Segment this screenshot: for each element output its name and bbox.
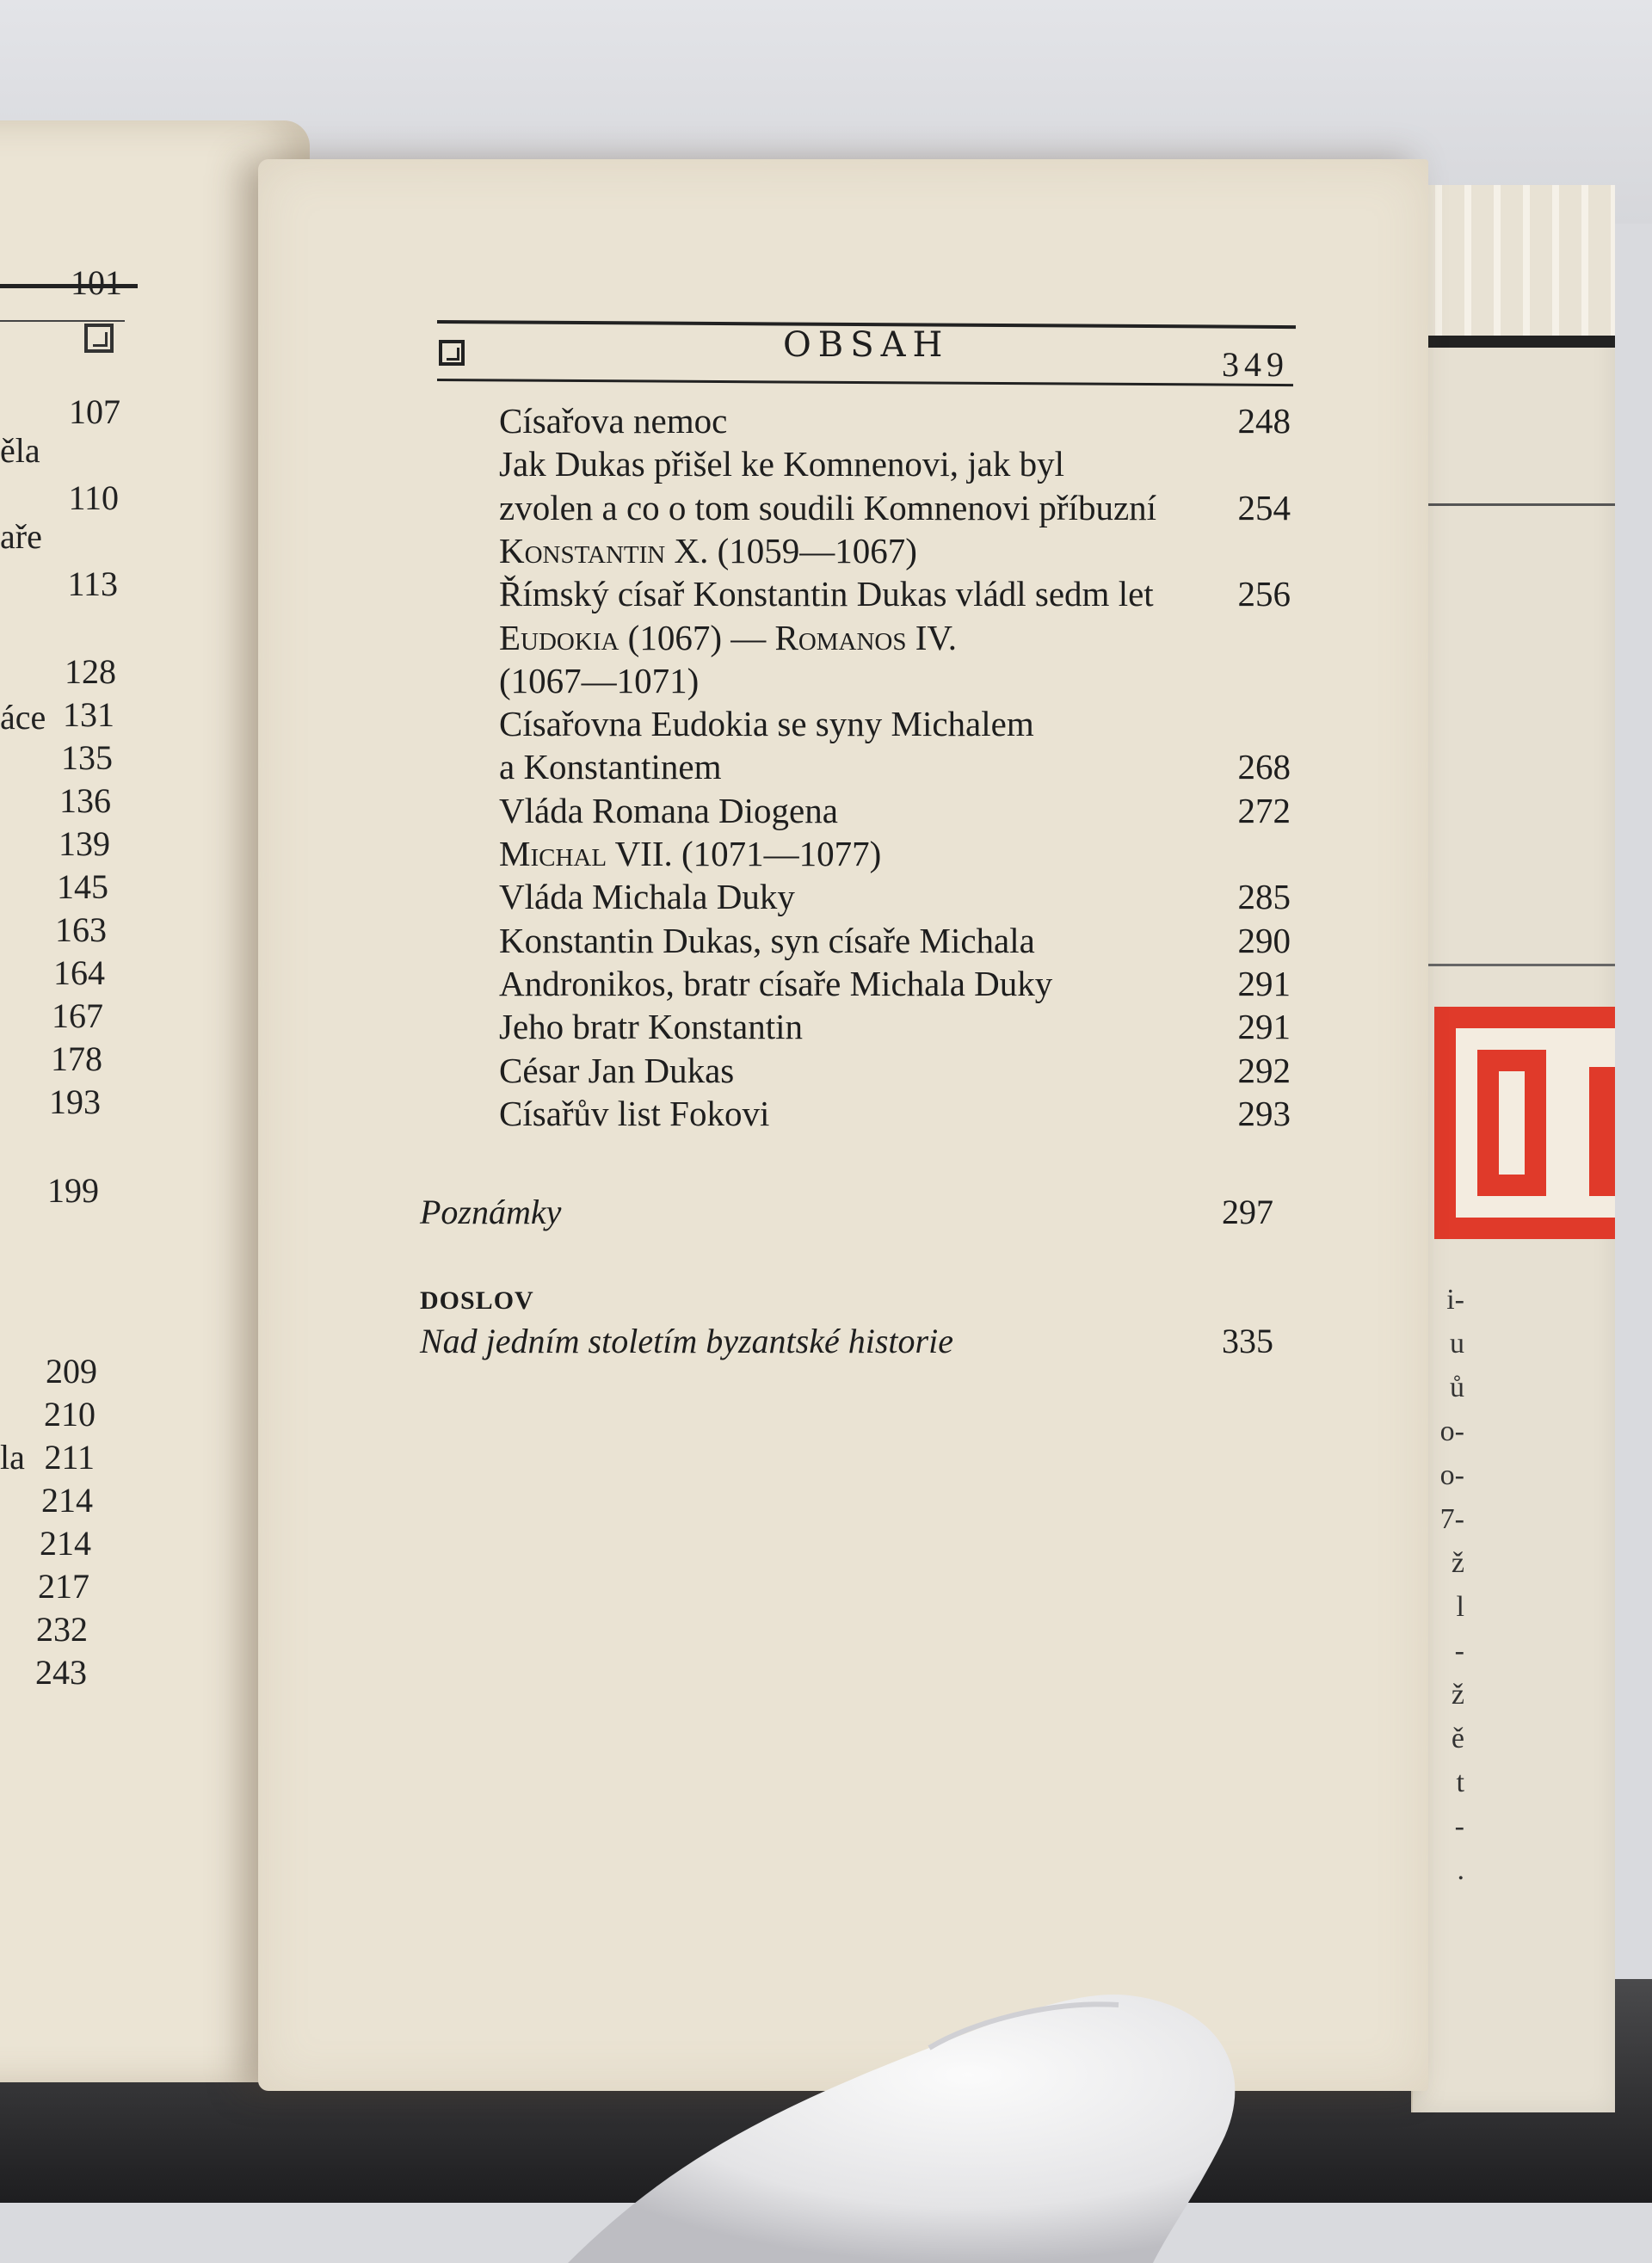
left-page-number: 139	[59, 824, 110, 863]
toc-entry-title: Andronikos, bratr císaře Michala Duky	[499, 963, 1053, 1003]
toc-entry-page: 285	[1237, 877, 1291, 917]
toc-entry-page: 292	[1237, 1050, 1291, 1090]
toc-entry	[499, 617, 1291, 660]
left-page-text-fragment: ěla	[0, 431, 40, 470]
meander-icon	[439, 340, 465, 366]
toc-entry-title: (1067—1071)	[499, 660, 700, 700]
gloved-finger	[568, 1850, 1325, 2263]
toc-entry	[499, 573, 1291, 616]
toc-entry	[499, 790, 1291, 833]
left-page-number: 232	[36, 1610, 88, 1649]
left-page-text-fragment: la	[0, 1438, 25, 1477]
meander-icon	[84, 324, 114, 353]
left-page-number: 110	[68, 478, 119, 517]
toc-entry	[499, 400, 1291, 443]
cover-text-fragment: -	[1454, 1810, 1464, 1842]
toc-entry-title: a Konstantinem	[499, 747, 722, 787]
toc-entry-title: César Jan Dukas	[499, 1050, 735, 1090]
left-page-number: 243	[35, 1653, 87, 1692]
toc-entry	[499, 487, 1291, 530]
cover-text-fragment: t	[1456, 1767, 1464, 1798]
left-page-number: 193	[49, 1082, 101, 1121]
page-number: 349	[1222, 345, 1289, 384]
left-page-number: 199	[47, 1171, 99, 1210]
cover-stripes	[1413, 185, 1615, 340]
toc-entry	[499, 1093, 1291, 1136]
toc-entry	[499, 920, 1291, 963]
left-page-number: 131	[63, 695, 114, 734]
cover-text-fragment: ž	[1451, 1547, 1464, 1579]
left-page-number: 101	[71, 263, 122, 302]
toc-entry	[499, 963, 1291, 1006]
cover-text-fragment: u	[1450, 1328, 1464, 1360]
left-page-number: 145	[57, 867, 108, 906]
toc-entry-title: Římský císař Konstantin Dukas vládl sedm let	[499, 574, 1154, 614]
left-header-rule	[0, 320, 125, 322]
afterword-heading: DOSLOV	[420, 1286, 534, 1315]
cover-rule	[1413, 503, 1615, 506]
left-page-number: 209	[46, 1352, 97, 1390]
cover-text-fragment: ž	[1451, 1679, 1464, 1711]
toc-entry-title: zvolen a co o tom soudili Komnenovi příbuzní	[499, 487, 1157, 527]
toc-entry	[499, 876, 1291, 919]
left-page-number: 211	[44, 1438, 95, 1477]
left-page-number: 128	[65, 652, 116, 691]
toc-entry-page: 248	[1237, 401, 1291, 441]
toc-entry-title: Michal VII. (1071—1077)	[499, 834, 882, 873]
toc-entry-title: Vláda Romana Diogena	[499, 790, 838, 830]
left-page-number: 178	[51, 1039, 102, 1078]
back-cover	[1411, 185, 1615, 2112]
toc-entry	[499, 833, 1291, 876]
left-page-number: 113	[67, 564, 118, 603]
toc-entry-page: 254	[1237, 487, 1291, 527]
cover-text-fragment: ů	[1450, 1372, 1464, 1403]
notes-title: Poznámky	[420, 1193, 562, 1231]
cover-text-fragment: o-	[1439, 1415, 1464, 1447]
cover-text-fragment: -	[1454, 1635, 1464, 1667]
toc-entry-page: 268	[1237, 747, 1291, 787]
toc-entry	[499, 530, 1291, 573]
toc-entry-title: Konstantin X. (1059—1067)	[499, 530, 917, 570]
afterword-page: 335	[1222, 1322, 1273, 1360]
toc-entry-title: Císařův list Fokovi	[499, 1093, 770, 1133]
cover-text-fragment: .	[1457, 1854, 1464, 1886]
toc-entry-page: 291	[1237, 963, 1291, 1003]
left-page-number: 164	[53, 953, 105, 992]
left-page-number: 214	[41, 1481, 93, 1520]
left-page-number: 163	[55, 910, 107, 949]
cover-text-fragment: i-	[1446, 1284, 1464, 1316]
toc-entry	[499, 1006, 1291, 1049]
notes-page: 297	[1222, 1193, 1273, 1231]
toc-entry-title: Eudokia (1067) — Romanos IV.	[499, 617, 957, 657]
left-page-text-fragment: aře	[0, 517, 42, 556]
left-page-number: 135	[61, 738, 113, 777]
page-title: OBSAH	[783, 325, 950, 365]
toc-entry-title: Císařovna Eudokia se syny Michalem	[499, 704, 1034, 744]
left-page-number: 210	[44, 1395, 96, 1434]
toc-entry-page: 291	[1237, 1007, 1291, 1047]
left-page-number: 167	[52, 996, 103, 1035]
toc-entry	[499, 443, 1291, 486]
cover-text-fragment: ě	[1451, 1723, 1464, 1754]
left-page-text-fragment: áce	[0, 698, 46, 737]
toc-entry	[499, 1050, 1291, 1093]
toc-entry-title: Konstantin Dukas, syn císaře Michala	[499, 920, 1035, 960]
left-page-number: 214	[40, 1524, 91, 1563]
toc-entry-title: Vláda Michala Duky	[499, 877, 795, 917]
cover-rule	[1413, 964, 1615, 966]
toc-entry	[499, 746, 1291, 789]
cover-text-fragment: o-	[1439, 1459, 1464, 1491]
afterword-title: Nad jedním stoletím byzantské historie	[420, 1322, 953, 1360]
toc-entry-title: Císařova nemoc	[499, 401, 728, 441]
toc-entry-page: 290	[1237, 920, 1291, 960]
left-page-number: 136	[59, 781, 111, 820]
toc-entry-page: 293	[1237, 1093, 1291, 1133]
cover-rule	[1413, 336, 1615, 348]
toc-entry-page: 256	[1237, 574, 1291, 614]
toc-entry-page: 272	[1237, 790, 1291, 830]
meander-ornament-icon	[1434, 1007, 1615, 1239]
left-page-number: 217	[38, 1567, 89, 1606]
toc-entry	[499, 660, 1291, 703]
toc-entry-title: Jak Dukas přišel ke Komnenovi, jak byl	[499, 444, 1065, 484]
toc-entry-title: Jeho bratr Konstantin	[499, 1007, 803, 1047]
cover-text-fragment: l	[1456, 1591, 1464, 1623]
left-page-number: 107	[69, 392, 120, 431]
cover-text-fragment: 7-	[1439, 1503, 1464, 1535]
toc-entry	[499, 703, 1291, 746]
